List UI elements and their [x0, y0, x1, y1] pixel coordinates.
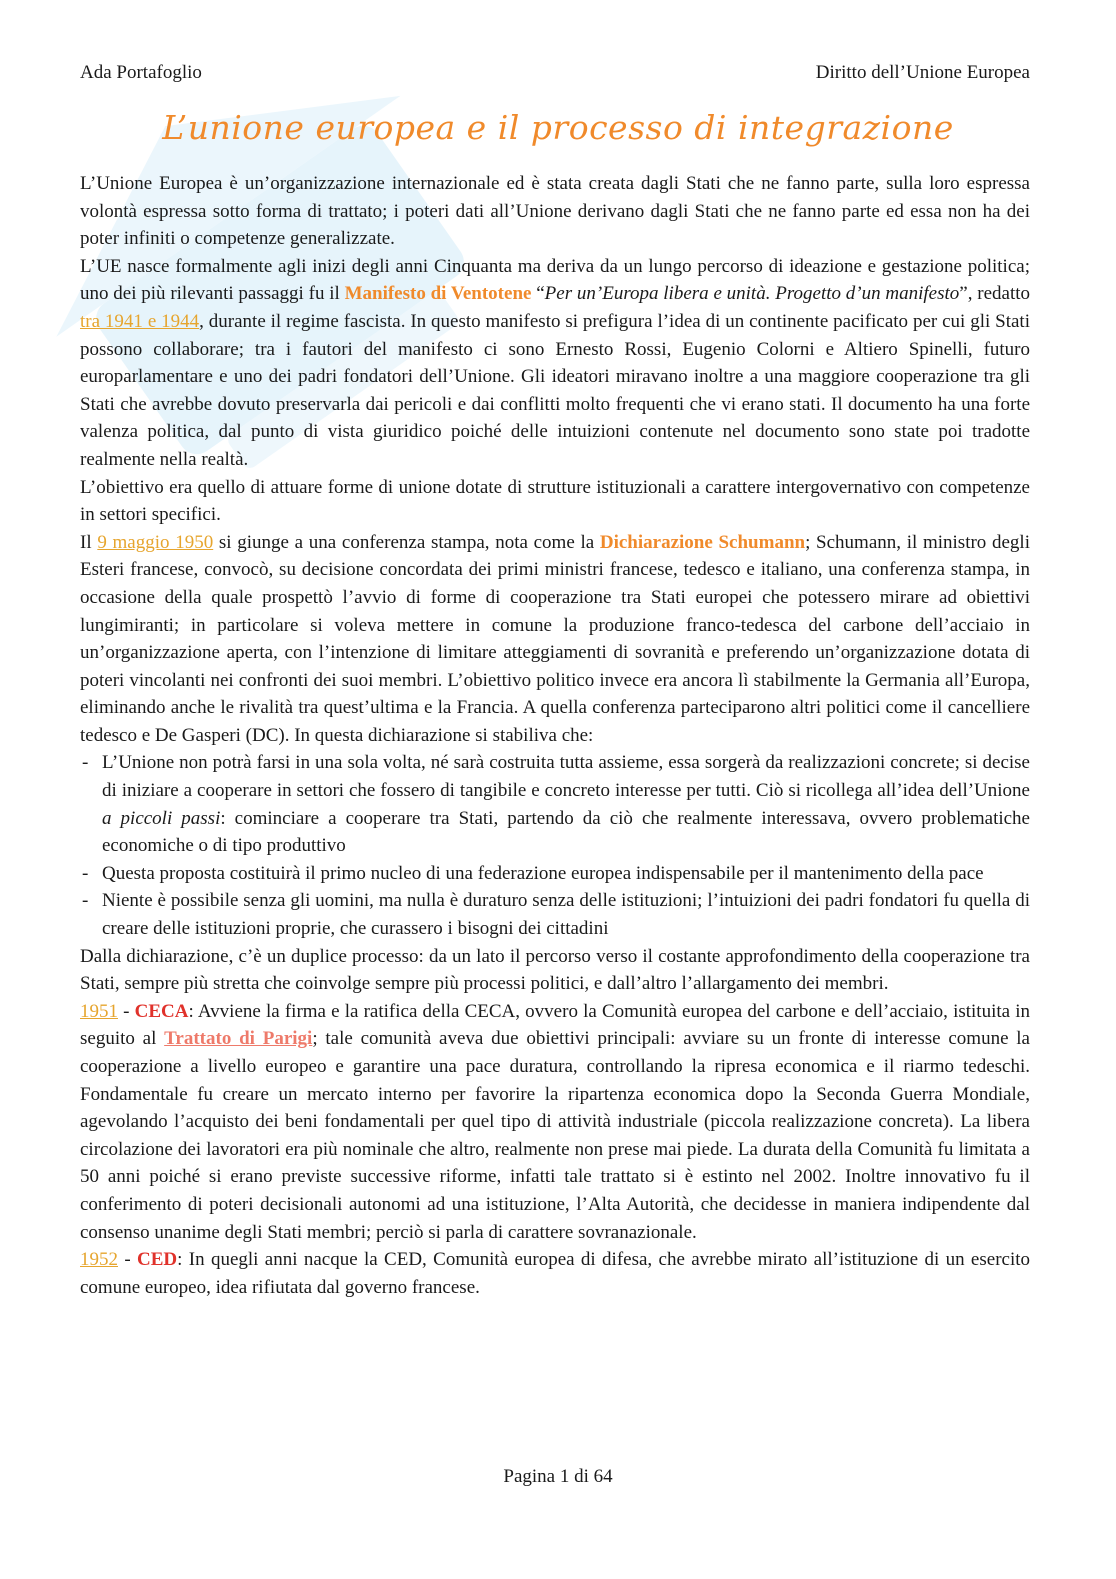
paragraph-ceca: 1951 - CECA: Avviene la firma e la ratifica della CECA, ovvero la Comunità europea del carbone e dell’acciaio, istituita in seguito al Trattato di Parigi; tale comunità aveva due obiettivi principali: avviare su un fronte di interesse comune la cooperazione a livello europeo e garantire una pace duratura, controllando la ripresa economica e il riarmo tedeschi. Fondamentale fu creare un mercato interno per favorire la ripartenza economica dopo la Seconda Guerra Mondiale, agevolando l’acquisto dei beni fondamentali per quel tipo di attività industriale (piccola realizzazione concreta). La libera circolazione dei lavoratori era più nominale che altro, realmente non prese mai piede. La durata della Comunità fu limitata a 50 anni poiché si erano previste successive riforme, infatti tale trattato si è estinto nel 2002. Inoltre innovativo fu il conferimento di poteri decisionali autonomi ad una istituzione, l’Alta Autorità, che decidesse in maniera indipendente dal consenso unanime degli Stati membri; perciò si parla di carattere sovranazionale.	[80, 1000, 1031, 1243]
link-trattato-parigi[interactable]: Trattato di Parigi	[164, 1028, 313, 1050]
highlight-ceca: CECA	[134, 1000, 189, 1022]
date-1941-1944: tra 1941 e 1944	[80, 310, 200, 332]
highlight-ced: CED	[137, 1249, 178, 1271]
highlight-manifesto: Manifesto di Ventotene	[344, 283, 532, 305]
list-item: - Niente è possibile senza gli uomini, ma nulla è duraturo senza delle istituzioni; l’intuizioni dei padri fondatori fu quella di creare delle istituzioni proprie, che curassero i bisogni dei cittadini	[80, 887, 1030, 942]
list-item: - Questa proposta costituirà il primo nucleo di una federazione europea indispensabile per il mantenimento della pace	[80, 860, 1030, 888]
date-1952: 1952	[80, 1249, 118, 1271]
list-item: - L’Unione non potrà farsi in una sola volta, né sarà costruita tutta assieme, essa sorgerà da realizzazioni concrete; si decise di iniziare a cooperare in settori che fossero di tangibile e concreto interesse per tutti. Ciò si ricollega all’idea dell’Unione a piccoli passi: cominciare a cooperare tra Stati, partendo da ciò che realmente interessava, ovvero problematiche economiche o di tipo produttivo	[80, 749, 1030, 859]
paragraph-duplice-processo: Dalla dichiarazione, c’è un duplice processo: da un lato il percorso verso il costante approfondimento della cooperazione tra Stati, sempre più stretta che coinvolge sempre più processi politici, e dall’altro l’allargamento dei membri.	[80, 945, 1030, 995]
course-name: Diritto dell’Unione Europea	[815, 62, 1030, 83]
manifesto-title-italic: Per un’Europa libera e unità. Progetto d’un manifesto	[544, 283, 960, 305]
paragraph-schumann: Il 9 maggio 1950 si giunge a una conferenza stampa, nota come la Dichiarazione Schumann; Schumann, il ministro degli Esteri francese, convocò, su decisione concordata dei primi ministri francese, tedesco e italiano, una conferenza stampa, in occasione della quale prospettò l’avvio di forme di cooperazione tra Stati europei che potessero mirare ad obiettivi lungimiranti; in particolare si voleva mettere in comune la produzione franco-tedesca del carbone dell’acciaio in un’organizzazione aperta, con l’intenzione di limitare atteggiamenti di sovranità e preferendo un’organizzazione dotata di poteri vincolanti nei confronti dei suoi membri. L’obiettivo politico invece era ancora lì stabilmente la Germania all’Europa, eliminando anche le rivalità tra quest’ultima e la Francia. A quella conferenza parteciparono altri politici come il cancelliere tedesco e De Gasperi (DC). In questa dichiarazione si stabiliva che:	[80, 531, 1030, 746]
document-title: L’unione europea e il processo di integrazione	[162, 108, 954, 147]
page-header	[80, 62, 1030, 84]
date-9-maggio-1950: 9 maggio 1950	[97, 531, 214, 553]
paragraph-intro: L’Unione Europea è un’organizzazione internazionale ed è stata creata dagli Stati che ne fanno parte, sulla loro espressa volontà espressa sotto forma di trattato; i poteri dati all’Unione derivano dagli Stati che ne fanno parte ed essa non ha dei poter infiniti o competenze generalizzate.	[80, 173, 1030, 250]
document-body	[80, 170, 1030, 1301]
highlight-dichiarazione: Dichiarazione Schumann	[599, 531, 806, 553]
author-name: Ada Portafoglio	[80, 62, 202, 83]
declaration-list	[80, 749, 1030, 942]
page-number: Pagina 1 di 64	[503, 1466, 613, 1487]
paragraph-ced: 1952 - CED: In quegli anni nacque la CED, Comunità europea di difesa, che avrebbe mirato all’istituzione di un esercito comune europeo, idea rifiutata dal governo francese.	[80, 1249, 1031, 1298]
date-1951: 1951	[80, 1000, 118, 1022]
paragraph-ventotene: L’UE nasce formalmente agli inizi degli anni Cinquanta ma deriva da un lungo percorso di ideazione e gestazione politica; uno dei più rilevanti passaggi fu il Manifesto di Ventotene “Per un’Europa libera e unità. Progetto d’un manifesto”, redatto tra 1941 e 1944, durante il regime fascista. In questo manifesto si prefigura l’idea di un continente pacificato per cui gli Stati possono collaborare; tra i fautori del manifesto ci sono Ernesto Rossi, Eugenio Colorni e Altiero Spinelli, futuro europarlamentare e uno dei padri fondatori dell’Unione. Gli ideatori miravano inoltre a una maggiore cooperazione tra gli Stati che avrebbe dovuto preservarla dai pericoli e dai conflitti molto frequenti che vi erano stati. Il documento ha una forte valenza politica, dal punto di vista giuridico poiché delle intuizioni contenute nel documento sono state poi tradotte realmente nella realtà.	[80, 255, 1031, 470]
paragraph-objective: L’obiettivo era quello di attuare forme di unione dotate di strutture istituzionali a carattere intergovernativo con competenze in settori specifici.	[80, 476, 1030, 526]
